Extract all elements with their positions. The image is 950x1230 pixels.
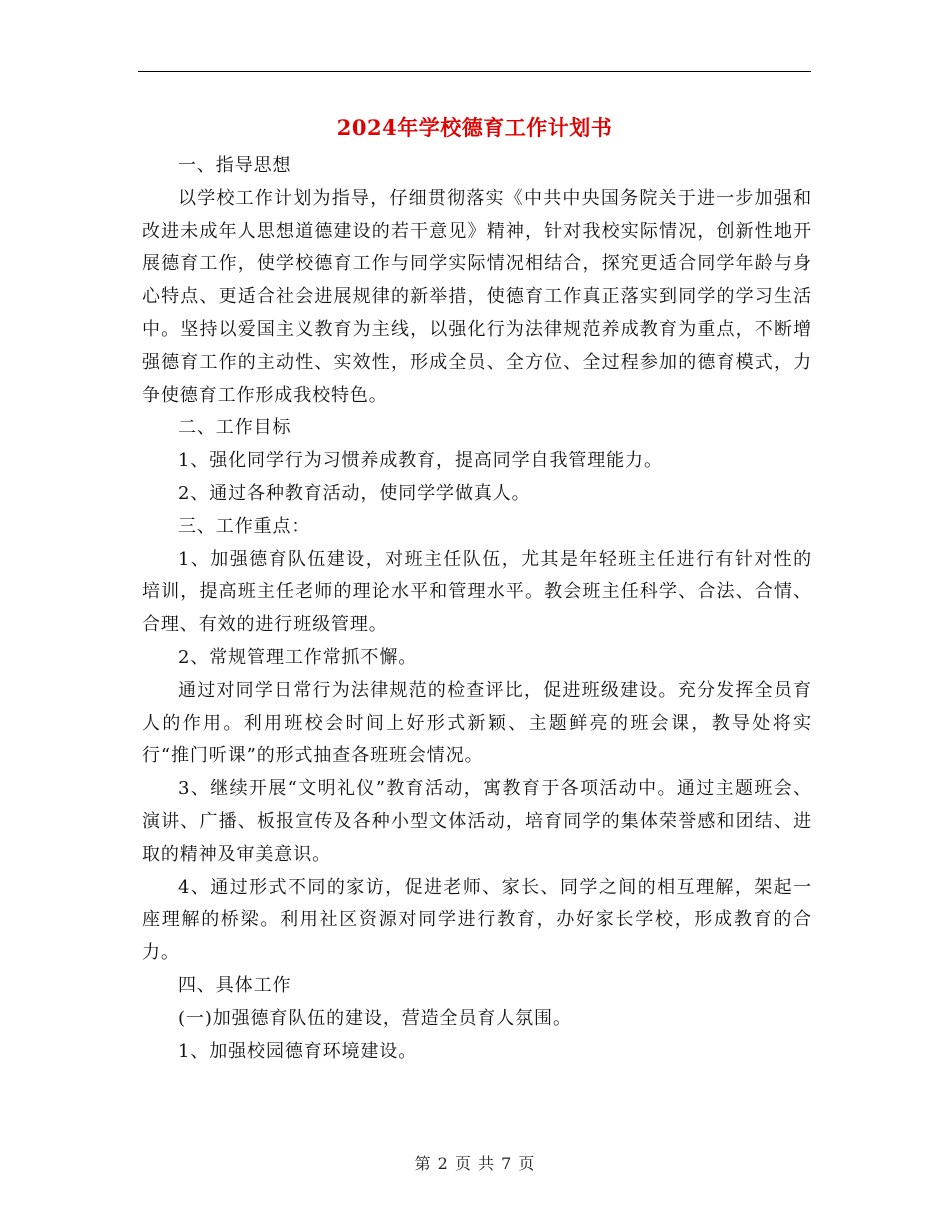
goal-item-1: 1、强化同学行为习惯养成教育，提高同学自我管理能力。: [178, 450, 663, 472]
focus-item-3: 3、继续开展“文明礼仪”教育活动，寓教育于各项活动中。通过主题班会、演讲、广播、板报宣传及各种小型文体活动，培育同学的集体荣誉感和团结、进取的精神及审美意识。: [142, 778, 812, 865]
focus-item-1: 1、加强德育队伍建设，对班主任队伍，尤其是年轻班主任进行有针对性的培训，提高班主任老师的理论水平和管理水平。教会班主任科学、合法、合情、合理、有效的进行班级管理。: [142, 548, 812, 636]
section-heading-2: 二、工作目标: [178, 417, 292, 439]
focus-item-2-detail: 通过对同学日常行为法律规范的检查评比，促进班级建设。充分发挥全员育人的作用。利用班校会时间上好形式新颖、主题鲜亮的班会课，教导处将实行“推门听课”的形式抽查各班班会情况。: [142, 679, 812, 767]
document-title: 2024年学校德育工作计划书: [336, 115, 613, 140]
paragraph-guiding-thought: 以学校工作计划为指导，仔细贯彻落实《中共中央国务院关于进一步加强和改进未成年人思想道德建设的若干意见》精神，针对我校实际情况，创新性地开展德育工作，使学校德育工作与同学实际情况相结合，探究更适合同学年龄与身心特点、更适合社会进展规律的新举措，使德育工作真正落实到同学的学习生活中。坚持以爱国主义教育为主线，以强化行为法律规范养成教育为重点，不断增强德育工作的主动性、实效性，形成全员、全方位、全过程参加的德育模式，力争使德育工作形成我校特色。: [142, 187, 812, 406]
header-rule: [138, 71, 811, 72]
focus-item-2: 2、常规管理工作常抓不懈。: [178, 646, 418, 668]
goal-item-2: 2、通过各种教育活动，使同学学做真人。: [178, 482, 531, 504]
focus-item-4: 4、通过形式不同的家访，促进老师、家长、同学之间的相互理解，架起一座理解的桥梁。利用社区资源对同学进行教育，办好家长学校，形成教育的合力。: [142, 876, 812, 964]
document-body: [142, 150, 812, 1068]
work-item-1: 1、加强校园德育环境建设。: [178, 1040, 418, 1062]
section-heading-1: 一、指导思想: [178, 155, 292, 176]
section-heading-3: 三、工作重点：: [178, 515, 311, 537]
section-heading-4: 四、具体工作: [178, 974, 292, 996]
work-subheading-1: (一)加强德育队伍的建设，营造全员育人氛围。: [178, 1007, 572, 1029]
page-number-footer: 第 2 页 共 7 页: [414, 1154, 536, 1173]
